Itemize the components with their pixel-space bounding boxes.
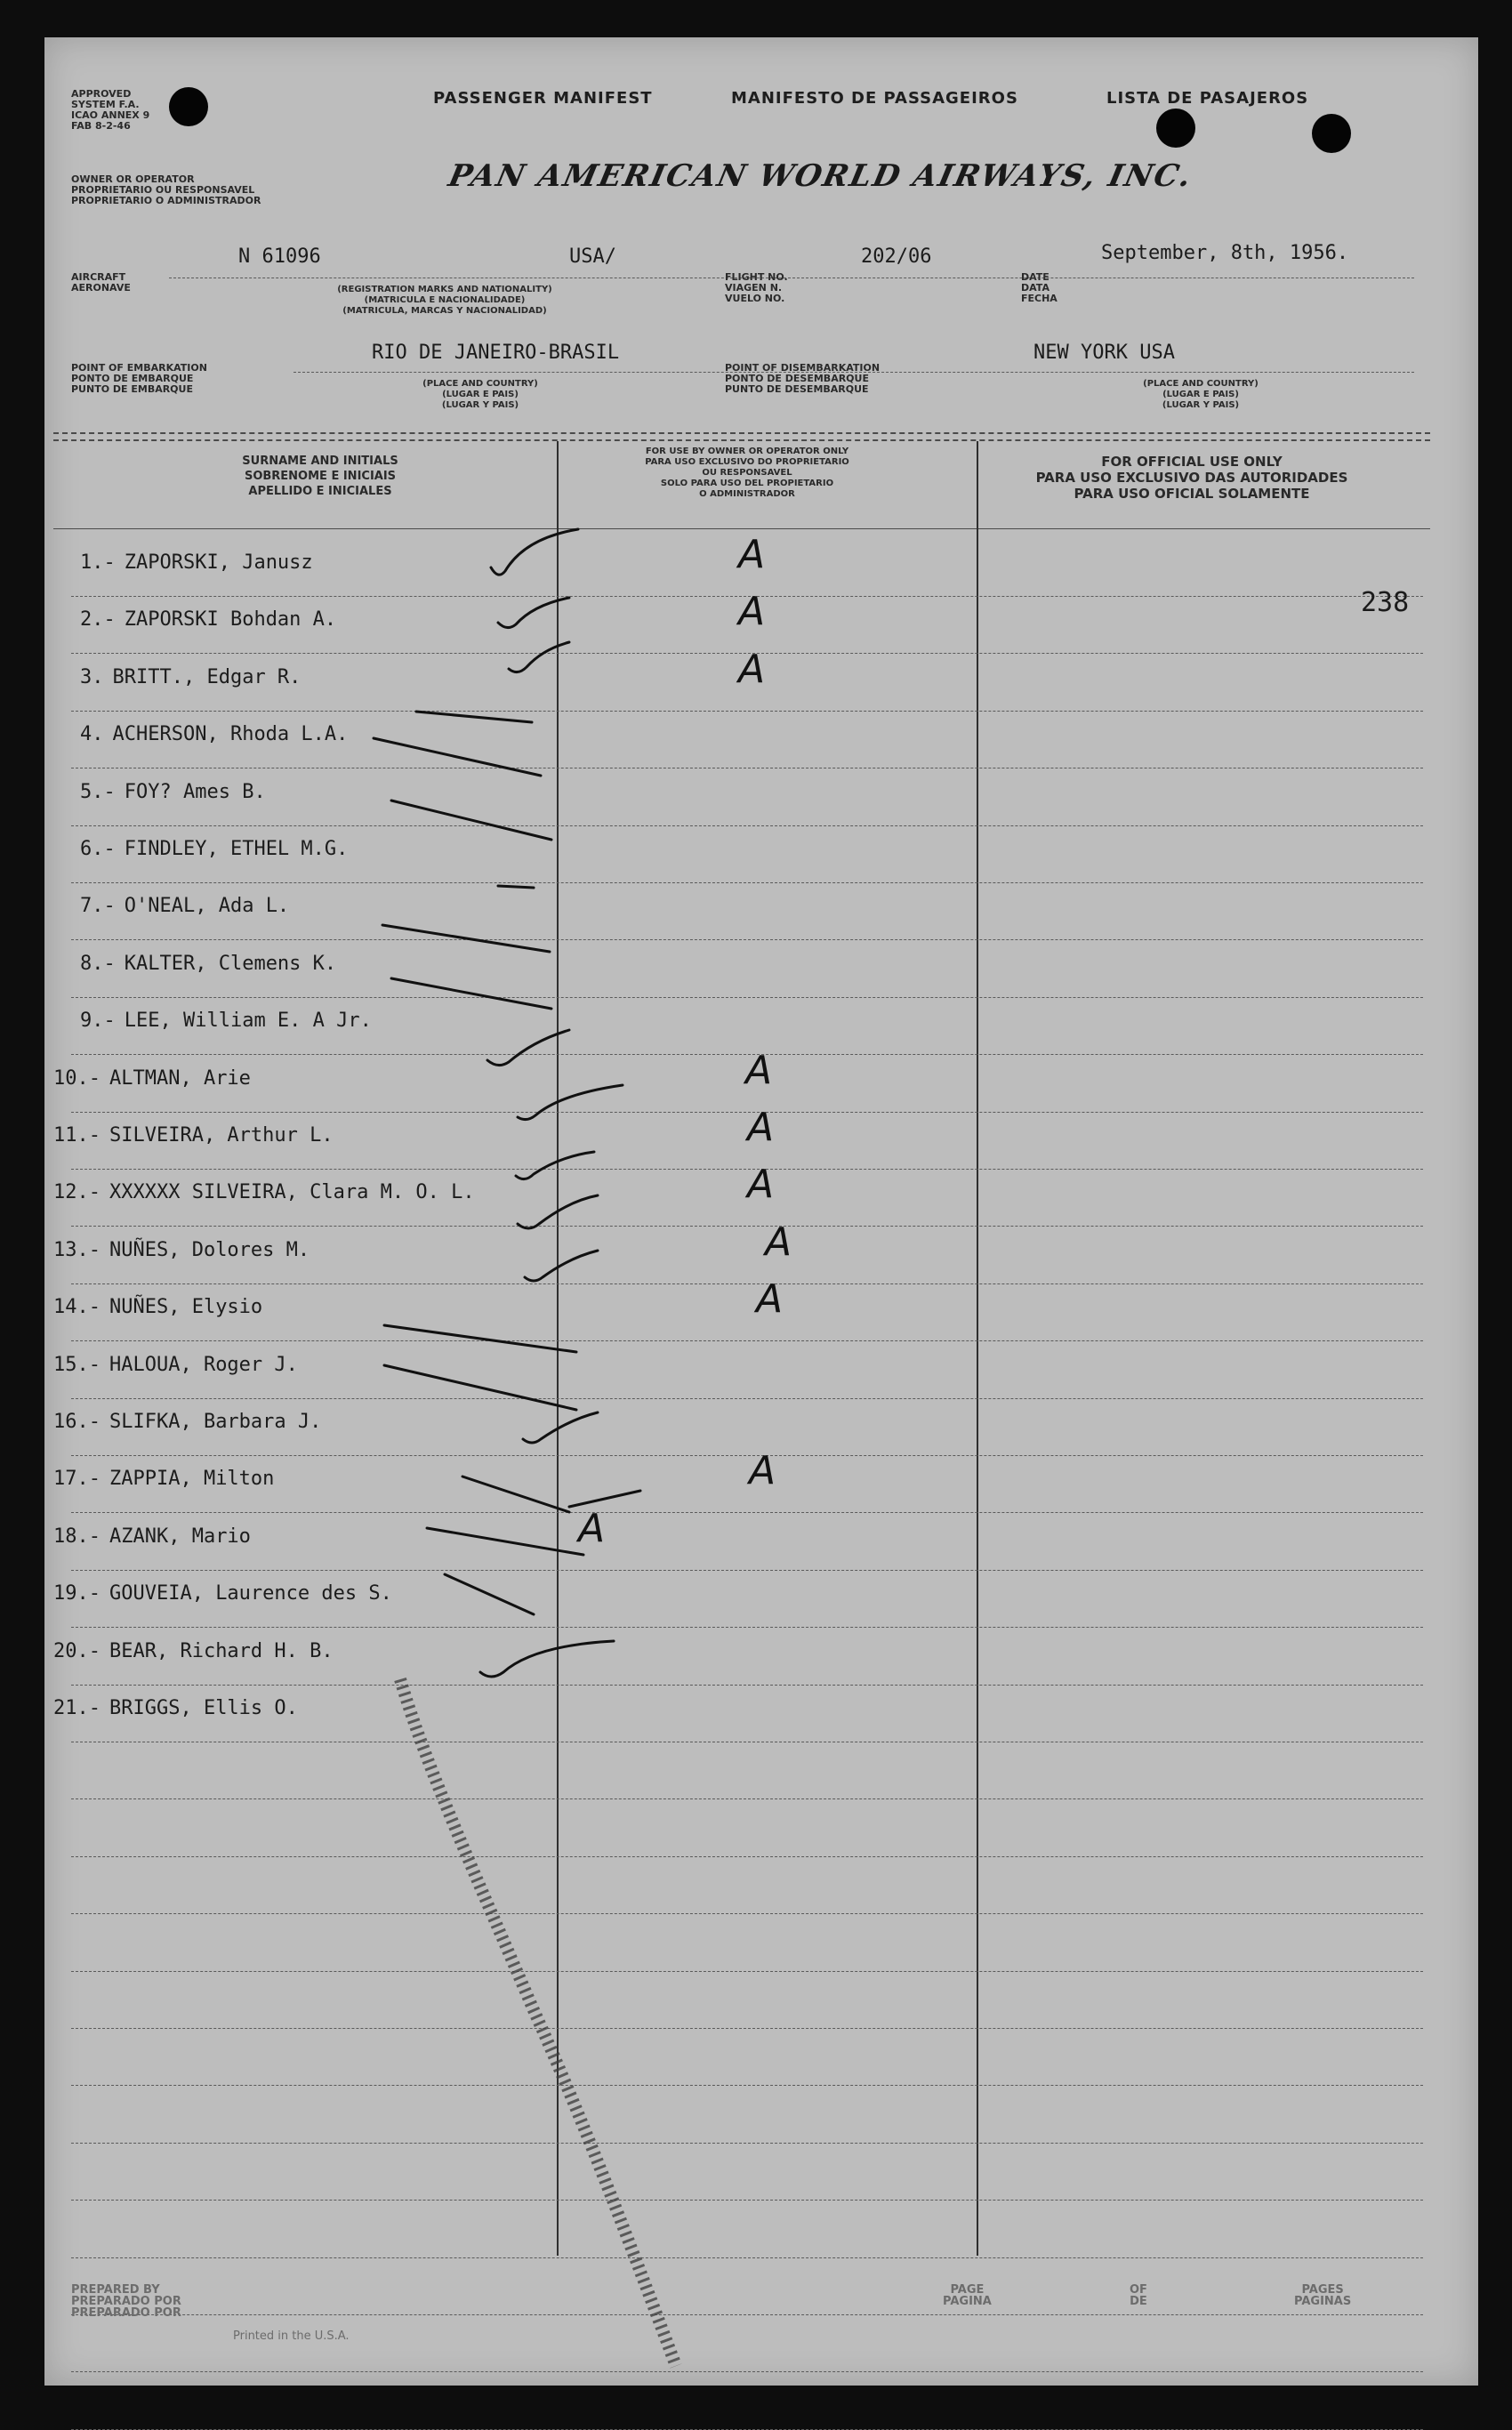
title-portuguese: MANIFESTO DE PASSAGEIROS <box>731 89 1018 108</box>
passenger-name: ALTMAN, Arie <box>109 1067 251 1090</box>
passenger-name: NUÑES, Dolores M. <box>109 1239 310 1261</box>
col2-label-line: O ADMINISTRADOR <box>699 489 795 499</box>
slash-mark <box>462 1477 569 1512</box>
passenger-number: 6.- <box>80 838 116 860</box>
passenger-number: 20.- <box>53 1640 101 1662</box>
passenger-name: AZANK, Mario <box>109 1525 251 1548</box>
passenger-number: 12.- <box>53 1181 101 1203</box>
passenger-name: FINDLEY, ETHEL M.G. <box>124 838 349 860</box>
slash-mark <box>382 925 550 952</box>
footer-prepared-line: PREPARADO POR <box>71 2295 181 2308</box>
slash-mark <box>384 1365 576 1410</box>
flight-label-line: VIAGEN N. <box>725 282 783 294</box>
date-label-line: FECHA <box>1021 293 1058 304</box>
passenger-name: FOY? Ames B. <box>124 781 266 803</box>
passenger-name: ZAPORSKI Bohdan A. <box>124 608 337 631</box>
passenger-name: KALTER, Clemens K. <box>124 953 337 975</box>
place-label-line: (LUGAR E PAIS) <box>442 390 519 399</box>
passenger-name: SLIFKA, Barbara J. <box>109 1411 322 1433</box>
owner-mark: A <box>738 589 766 634</box>
footer-printed: Printed in the U.S.A. <box>233 2329 350 2343</box>
owner-label: OWNER OR OPERATOR <box>71 173 195 185</box>
aircraft-nationality: USA/ <box>569 245 616 268</box>
owner-mark: A <box>747 1105 775 1150</box>
date-label-line: DATA <box>1021 282 1050 294</box>
slash-mark <box>416 712 532 722</box>
col1-label-line: SOBRENOME E INICIAIS <box>244 470 397 483</box>
passenger-number: 11.- <box>53 1124 101 1147</box>
place-label-line: (LUGAR E PAIS) <box>1162 390 1239 399</box>
slash-mark <box>391 978 551 1009</box>
check-mark <box>518 1195 598 1228</box>
official-number: 238 <box>1361 587 1410 618</box>
slash-mark <box>374 738 541 776</box>
place-label-line: (PLACE AND COUNTRY) <box>422 379 538 389</box>
place-label-line: (PLACE AND COUNTRY) <box>1143 379 1259 389</box>
slash-mark <box>391 801 551 840</box>
flight-label-line: VUELO NO. <box>725 293 785 304</box>
passenger-name: LEE, William E. A Jr. <box>124 1010 372 1032</box>
owner-label: PROPRIETARIO OU RESPONSAVEL <box>71 184 255 196</box>
passenger-number: 17.- <box>53 1468 101 1490</box>
passenger-name: SILVEIRA, Arthur L. <box>109 1124 334 1147</box>
title-english: PASSENGER MANIFEST <box>433 89 653 108</box>
passenger-name: BRIGGS, Ellis O. <box>109 1697 298 1719</box>
owner-mark: A <box>756 1276 784 1322</box>
title-spanish: LISTA DE PASAJEROS <box>1106 89 1309 108</box>
disembark-label-line: PONTO DE DESEMBARQUE <box>725 373 869 384</box>
slash-mark <box>498 886 534 888</box>
approval-line: SYSTEM F.A. <box>71 99 140 110</box>
col3-label-line: PARA USO EXCLUSIVO DAS AUTORIDADES <box>1035 470 1348 486</box>
passenger-name: HALOUA, Roger J. <box>109 1354 298 1376</box>
passenger-name: BEAR, Richard H. B. <box>109 1640 334 1662</box>
flight-number: 202/06 <box>861 245 932 268</box>
passenger-number: 10.- <box>53 1067 101 1090</box>
footer-page-line: PAGE <box>950 2283 985 2297</box>
footer-of-line: DE <box>1130 2295 1147 2308</box>
col2-label-line: FOR USE BY OWNER OR OPERATOR ONLY <box>645 447 849 456</box>
embark-label-line: PONTO DE EMBARQUE <box>71 373 194 384</box>
owner-mark: A <box>747 1162 775 1207</box>
approval-line: ICAO ANNEX 9 <box>71 109 150 121</box>
passenger-number: 21.- <box>53 1697 101 1719</box>
footer-of <box>1130 2284 1147 2307</box>
footer-pages-line: PAGINAS <box>1294 2295 1352 2308</box>
check-mark <box>498 598 569 628</box>
footer-pages-line: PAGES <box>1301 2283 1344 2297</box>
passenger-name: ACHERSON, Rhoda L.A. <box>112 723 349 745</box>
approval-line: APPROVED <box>71 88 132 100</box>
slash-mark <box>427 1528 583 1555</box>
aircraft-label-line: AIRCRAFT <box>71 271 126 283</box>
passenger-number: 16.- <box>53 1411 101 1433</box>
passenger-number: 5.- <box>80 781 116 803</box>
slash-mark <box>384 1325 576 1352</box>
embark-label-line: POINT OF EMBARKATION <box>71 362 207 374</box>
place-label-line: (LUGAR Y PAIS) <box>1162 400 1240 410</box>
check-mark <box>525 1251 598 1281</box>
passenger-name: BRITT., Edgar R. <box>112 666 302 688</box>
owner-mark: A <box>749 1448 776 1493</box>
check-mark <box>480 1641 614 1677</box>
check-mark <box>491 529 578 575</box>
passenger-number: 2.- <box>80 608 116 631</box>
footer-page-line: PAGINA <box>943 2295 992 2308</box>
airline-name: PAN AMERICAN WORLD AIRWAYS, INC. <box>445 158 1196 194</box>
passenger-number: 19.- <box>53 1582 101 1605</box>
check-mark <box>523 1412 598 1443</box>
passenger-number: 9.- <box>80 1010 116 1032</box>
strike-mark <box>569 1491 640 1507</box>
water-stain <box>400 1679 676 2366</box>
footer-prepared <box>71 2284 181 2319</box>
passenger-name: XXXXXX SILVEIRA, Clara M. O. L. <box>109 1181 475 1203</box>
owner-mark: A <box>765 1219 792 1265</box>
passenger-number: 7.- <box>80 895 116 917</box>
check-mark <box>487 1030 569 1066</box>
disembarkation-value: NEW YORK USA <box>1033 342 1175 364</box>
passenger-name: ZAPPIA, Milton <box>109 1468 275 1490</box>
passenger-number: 15.- <box>53 1354 101 1376</box>
passenger-number: 3. <box>80 666 104 688</box>
check-mark <box>518 1085 623 1120</box>
passenger-number: 4. <box>80 723 104 745</box>
registration-label-line: (REGISTRATION MARKS AND NATIONALITY) <box>337 285 552 294</box>
check-mark <box>516 1152 594 1179</box>
flight-label-line: FLIGHT NO. <box>725 271 788 283</box>
passenger-name: O'NEAL, Ada L. <box>124 895 290 917</box>
disembark-label-line: PUNTO DE DESEMBARQUE <box>725 383 869 395</box>
registration-label-line: (MATRICULA, MARCAS Y NACIONALIDAD) <box>342 306 547 316</box>
slash-mark <box>445 1574 534 1614</box>
col2-label-line: SOLO PARA USO DEL PROPIETARIO <box>660 479 834 488</box>
footer-prepared-line: PREPARED BY <box>71 2283 160 2297</box>
col2-label-line: PARA USO EXCLUSIVO DO PROPRIETARIO <box>645 457 849 467</box>
owner-mark: A <box>745 1048 773 1093</box>
aircraft-label-line: AERONAVE <box>71 282 131 294</box>
check-mark <box>509 642 569 672</box>
passenger-name: NUÑES, Elysio <box>109 1296 263 1318</box>
registration-label-line: (MATRICULA E NACIONALIDADE) <box>364 295 526 305</box>
passenger-number: 1.- <box>80 551 116 574</box>
col1-label-line: APELLIDO E INICIALES <box>248 485 392 498</box>
passenger-number: 13.- <box>53 1239 101 1261</box>
footer-pages <box>1294 2284 1351 2307</box>
date-label-line: DATE <box>1021 271 1050 283</box>
embarkation-value: RIO DE JANEIRO-BRASIL <box>372 342 620 364</box>
passenger-number: 8.- <box>80 953 116 975</box>
passenger-number: 14.- <box>53 1296 101 1318</box>
col3-label-line: FOR OFFICIAL USE ONLY <box>1101 454 1283 470</box>
disembark-label-line: POINT OF DISEMBARKATION <box>725 362 881 374</box>
col3-label-line: PARA USO OFICIAL SOLAMENTE <box>1074 486 1310 502</box>
flight-date: September, 8th, 1956. <box>1101 242 1349 264</box>
passenger-name: GOUVEIA, Laurence des S. <box>109 1582 392 1605</box>
col2-label-line: OU RESPONSAVEL <box>702 468 792 478</box>
embark-label-line: PUNTO DE EMBARQUE <box>71 383 193 395</box>
place-label-line: (LUGAR Y PAIS) <box>441 400 519 410</box>
approval-line: FAB 8-2-46 <box>71 120 131 132</box>
footer-of-line: OF <box>1130 2283 1147 2297</box>
footer-page <box>943 2284 992 2307</box>
owner-mark: A <box>578 1506 606 1551</box>
col1-label-line: SURNAME AND INITIALS <box>242 455 398 468</box>
passenger-name: ZAPORSKI, Janusz <box>124 551 313 574</box>
aircraft-registration: N 61096 <box>238 245 321 268</box>
footer-prepared-line: PREPARADO POR <box>71 2306 181 2320</box>
owner-mark: A <box>738 532 766 577</box>
owner-mark: A <box>738 647 766 692</box>
owner-label: PROPRIETARIO O ADMINISTRADOR <box>71 195 261 206</box>
passenger-number: 18.- <box>53 1525 101 1548</box>
